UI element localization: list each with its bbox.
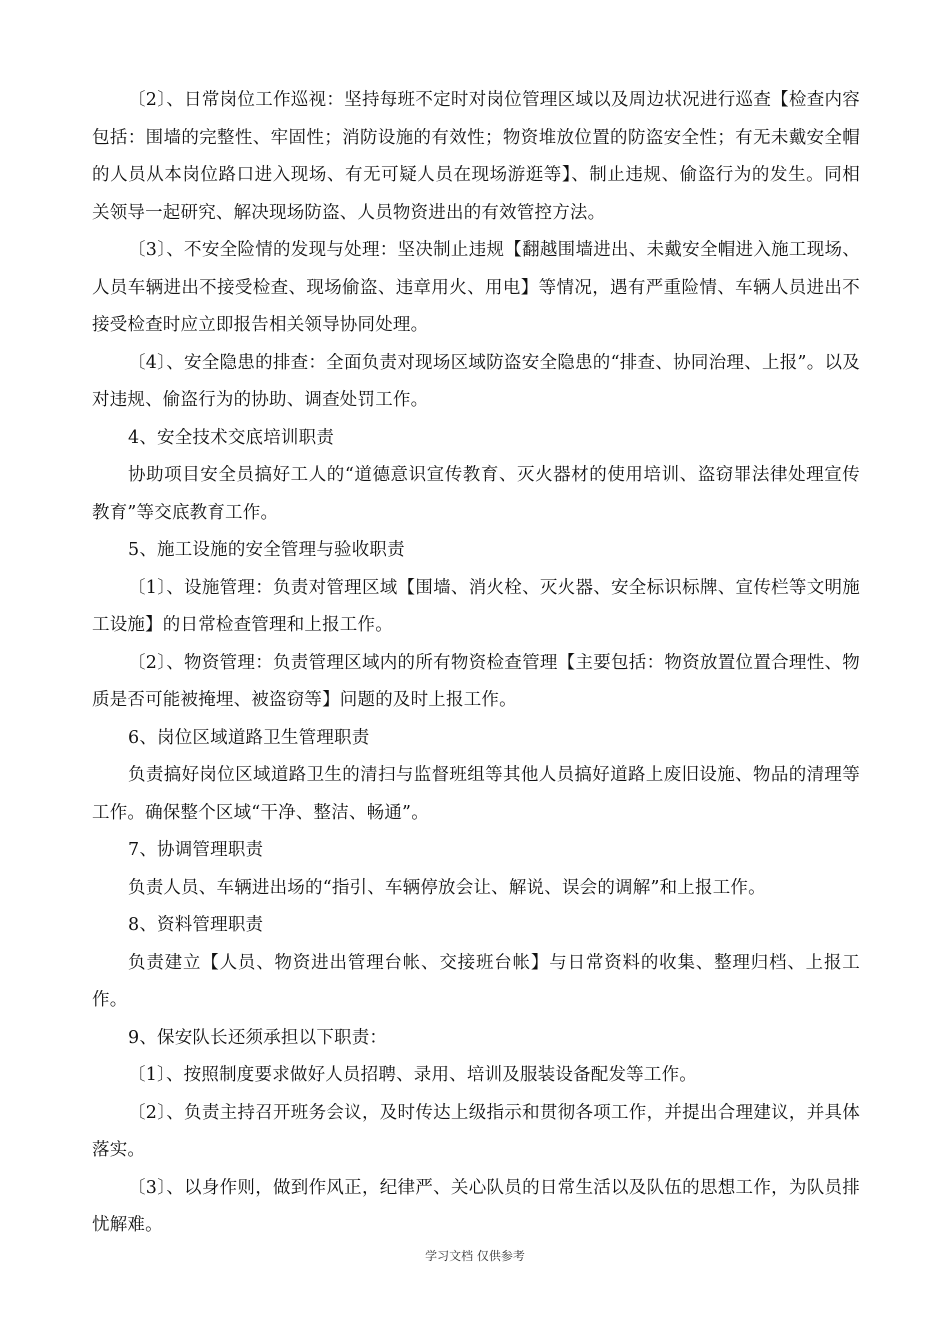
paragraph-recruitment: 〔1〕、按照制度要求做好人员招聘、录用、培训及服装设备配发等工作。 [128, 1065, 697, 1085]
section-heading-5: 5、施工设施的安全管理与验收职责 [128, 540, 405, 560]
paragraph-hidden-danger: 〔4〕、安全隐患的排查：全面负责对现场区域防盗安全隐患的“排查、协同治理、上报”。以及对违规、偷盗行为的协助、调查处罚工作。 [92, 352, 860, 410]
paragraph-patrol: 〔2〕、日常岗位工作巡视：坚持每班不定时对岗位管理区域以及周边状况进行巡查【检查内容包括：围墙的完整性、牢固性；消防设施的有效性；物资堆放位置的防盗安全性；有无未戴安全帽的人员从本岗位路口进入现场、有无可疑人员在现场游逛等】、制止违规、偷盗行为的发生。同相关领导一起研究、解决现场防盗、人员物资进出的有效管控方法。 [92, 90, 860, 223]
section-heading-4: 4、安全技术交底培训职责 [128, 427, 335, 448]
paragraph-records: 负责建立【人员、物资进出管理台帐、交接班台帐】与日常资料的收集、整理归档、上报工作。 [92, 952, 860, 1010]
paragraph-road-hygiene: 负责搞好岗位区域道路卫生的清扫与监督班组等其他人员搞好道路上废旧设施、物品的清理等工作。确保整个区域“干净、整洁、畅通”。 [92, 765, 860, 823]
paragraph-hazard-handling: 〔3〕、不安全险情的发现与处理：坚决制止违规【翻越围墙进出、未戴安全帽进入施工现场、人员车辆进出不接受检查、现场偷盗、违章用火、用电】等情况，遇有严重险情、车辆人员进出不接受检查时应立即报告相关领导协同处理。 [92, 240, 860, 335]
paragraph-leadership: 〔3〕、以身作则，做到作风正，纪律严、关心队员的日常生活以及队伍的思想工作，为队员排忧解难。 [92, 1177, 860, 1235]
paragraph-training: 协助项目安全员搞好工人的“道德意识宣传教育、灭火器材的使用培训、盗窃罪法律处理宣传教育”等交底教育工作。 [92, 465, 860, 523]
section-heading-9: 9、保安队长还须承担以下职责： [128, 1027, 388, 1048]
paragraph-meetings: 〔2〕、负责主持召开班务会议，及时传达上级指示和贯彻各项工作，并提出合理建议，并具体落实。 [92, 1102, 860, 1160]
paragraph-coordination: 负责人员、车辆进出场的“指引、车辆停放会让、解说、误会的调解”和上报工作。 [128, 877, 766, 898]
section-heading-8: 8、资料管理职责 [128, 915, 264, 935]
document-body [92, 82, 860, 1245]
page-footer: 学习文档 仅供参考 [425, 1249, 525, 1263]
paragraph-material-management: 〔2〕、物资管理：负责管理区域内的所有物资检查管理【主要包括：物资放置位置合理性、物质是否可能被掩埋、被盗窃等】问题的及时上报工作。 [92, 652, 860, 710]
section-heading-7: 7、协调管理职责 [128, 840, 264, 860]
section-heading-6: 6、岗位区域道路卫生管理职责 [128, 727, 370, 748]
paragraph-facility-management: 〔1〕、设施管理：负责对管理区域【围墙、消火栓、灭火器、安全标识标牌、宣传栏等文明施工设施】的日常检查管理和上报工作。 [92, 577, 860, 635]
